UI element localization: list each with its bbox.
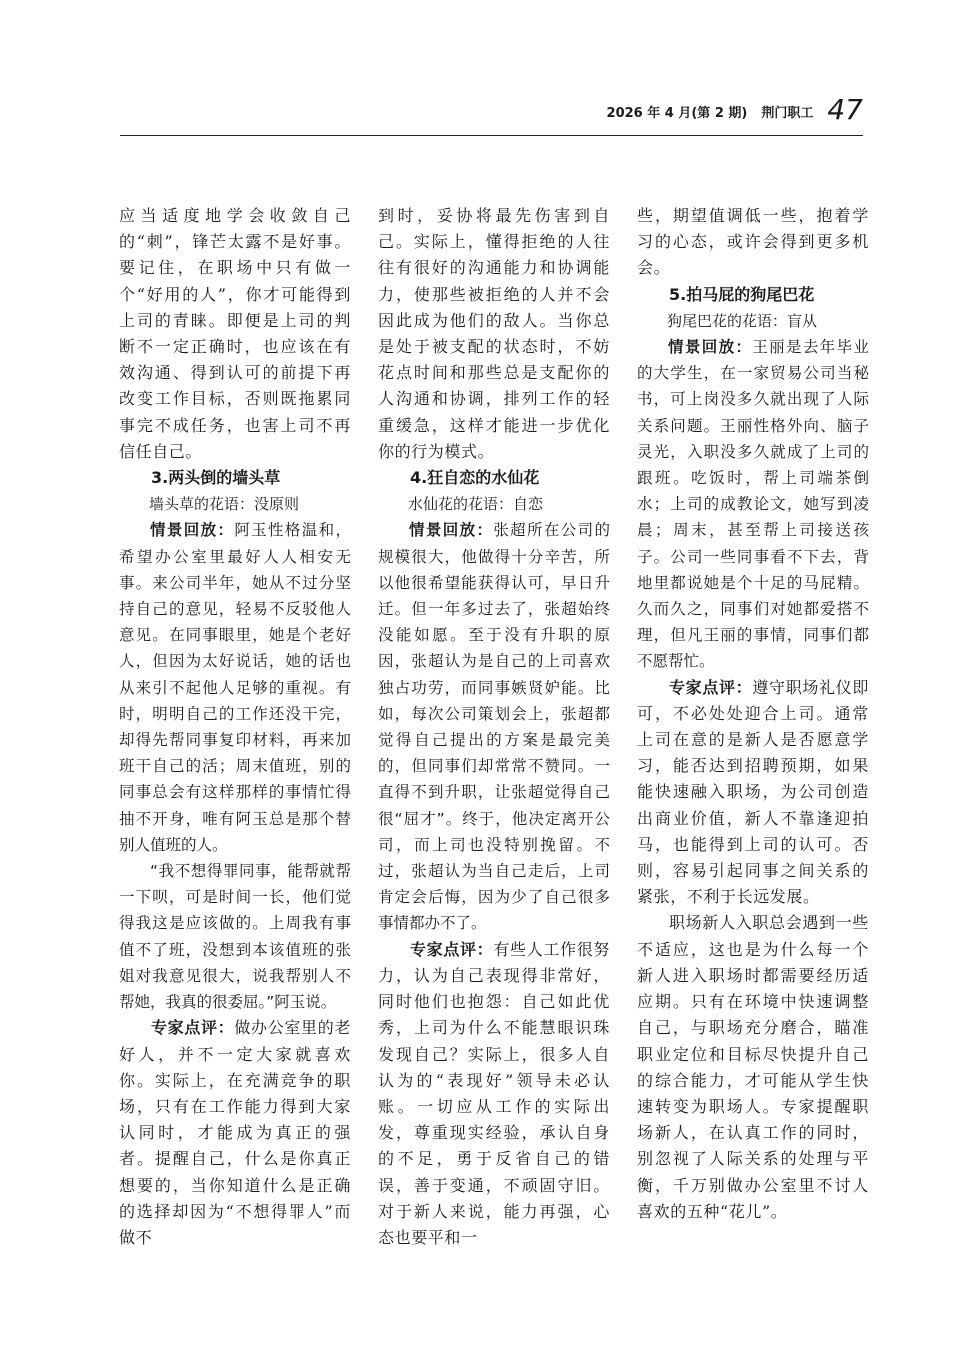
lead-label: 情景回放： (409, 521, 494, 540)
section-heading-3: 3.两头倒的墙头草 (151, 468, 281, 488)
section-subtitle-4: 水仙花的花语：自恋 (408, 495, 544, 514)
paragraph-text: 王丽是去年毕业的大学生，在一家贸易公司当秘书，可上岗没多久就出现了人际关系问题。王丽性格外向、脑子灵光，入职没多久就成了上司的跟班。吃饭时，帮上司端茶倒水；上司的成教论文，她写到凌晨；周末，甚至帮上司接送孩子。公司一些同事看不下去，背地里都说她是个十足的马屁精。久而久之，同事们对她都爱搭不理，但凡王丽的事情，同事们都不愿帮忙。 (637, 338, 869, 671)
paragraph-text: 有些人工作很努力，认为自己表现得非常好，同时他们也抱怨：自己如此优秀，上司为什么不能慧眼识珠发现自己？实际上，很多人自认为的“表现好”领导未必认账。一切应从工作的实际出发，尊重现实经验，承认自身的不足，勇于反省自己的错误，善于变通，不顽固守旧。对于新人来说，能力再强，心态也要平和一 (378, 939, 610, 1247)
paragraph (378, 517, 610, 936)
paragraph (119, 1015, 351, 1251)
paragraph (378, 937, 610, 1251)
lead-label: 情景回放： (668, 338, 753, 357)
column-2 (378, 203, 610, 1251)
lead-label: 专家点评： (669, 677, 753, 697)
paragraph-text: 遵守职场礼仪即可，不必处处迎合上司。通常上司在意的是新人是否愿意学习，能否达到招聘预期，如果能快速融入职场，为公司创造出商业价值，新人不靠逢迎拍马，也能得到上司的认可。否则，容易引起同事之间关系的紧张，不利于长远发展。 (637, 677, 869, 907)
issue-date: 2026 年 4 月(第 2 期) (606, 106, 748, 121)
paragraph-text: 张超所在公司的规模很大，他做得十分辛苦，所以他很希望能获得认可，早日升迁。但一年多过去了，张超始终没能如愿。至于没有升职的原因，张超认为是自己的上司喜欢独占功劳，而同事嫉贤妒能。比如，每次公司策划会上，张超都觉得自己提出的方案是最完美的，但同事们却常常不赞同。一直得不到升职，让张超觉得自己很“屈才”。终于，他决定离开公司，而上司也没特别挽留。不过，张超认为当自己走后，上司肯定会后悔，因为少了自己很多事情都办不了。 (378, 521, 610, 933)
lead-label: 专家点评： (410, 939, 494, 959)
page-header (120, 94, 863, 124)
paragraph-text: 做办公室里的老好人，并不一定大家就喜欢你。实际上，在充满竞争的职场，只有在工作能力得到大家认同时，才能成为真正的强者。提醒自己，什么是你真正想要的，当你知道什么是正确的选择却因为“不想得罪人”而做不 (119, 1018, 351, 1247)
paragraph (637, 334, 869, 675)
header-rule (120, 135, 863, 136)
column-1 (119, 203, 351, 1251)
paragraph-text: 阿玉性格温和，希望办公室里最好人人相安无事。来公司半年，她从不过分坚持自己的意见，轻易不反驳他人意见。在同事眼里，她是个老好人，但因为太好说话，她的话也从来引不起他人足够的重视。有时，明明自己的工作还没干完，却得先帮同事复印材料，再来加班干自己的活；周末值班，别的同事总会有这样那样的事情忙得抽不开身，唯有阿玉总是那个替别人值班的人。 (119, 521, 351, 854)
paragraph (637, 675, 869, 911)
page-number: 47 (827, 93, 863, 126)
paragraph: 到时，妥协将最先伤害到自己。实际上，懂得拒绝的人往往有很好的沟通能力和协调能力，使那些被拒绝的人并不会因此成为他们的敌人。当你总是处于被支配的状态时，不妨花点时间和那些总是支配你的人沟通和协调，排列工作的轻重缓急，这样才能进一步优化你的行为模式。 (378, 206, 610, 461)
lead-label: 专家点评： (151, 1018, 235, 1038)
section-heading-5: 5.拍马屁的狗尾巴花 (669, 284, 815, 304)
paragraph: 应当适度地学会收敛自己的“刺”，锋芒太露不是好事。要记住，在职场中只有做一个“好用的人”，你才可能得到上司的青睐。即便是上司的判断不一定正确时，也应该在有效沟通、得到认可的前提下再改变工作目标，否则既拖累同事完不成任务，也害上司不再信任自己。 (119, 206, 351, 461)
lead-label: 情景回放： (150, 521, 235, 540)
section-subtitle-5: 狗尾巴花的花语：盲从 (667, 311, 818, 330)
paragraph: 些，期望值调低一些，抱着学习的心态，或许会得到更多机会。 (637, 206, 869, 278)
magazine-title: 荆门职工 (761, 106, 814, 121)
column-3 (637, 203, 869, 1225)
paragraph: “我不想得罪同事，能帮就帮一下呗，可是时间一长，他们觉得我这是应该做的。上周我有事值不了班，没想到本该值班的张姐对我意见很大，说我帮别人不帮她，我真的很委屈。”阿玉说。 (119, 862, 351, 1012)
paragraph (119, 517, 351, 858)
section-heading-4: 4.狂自恋的水仙花 (410, 468, 540, 488)
section-subtitle-3: 墙头草的花语：没原则 (149, 495, 300, 514)
paragraph: 职场新人入职总会遇到一些不适应，这也是为什么每一个新人进入职场时都需要经历适应期。只有在环境中快速调整自己，与职场充分磨合，瞄准职业定位和目标尽快提升自己的综合能力，才可能从学生快速转变为职场人。专家提醒职场新人，在认真工作的同时，别忽视了人际关系的处理与平衡，千万别做办公室里不讨人喜欢的五种“花儿”。 (637, 913, 869, 1221)
